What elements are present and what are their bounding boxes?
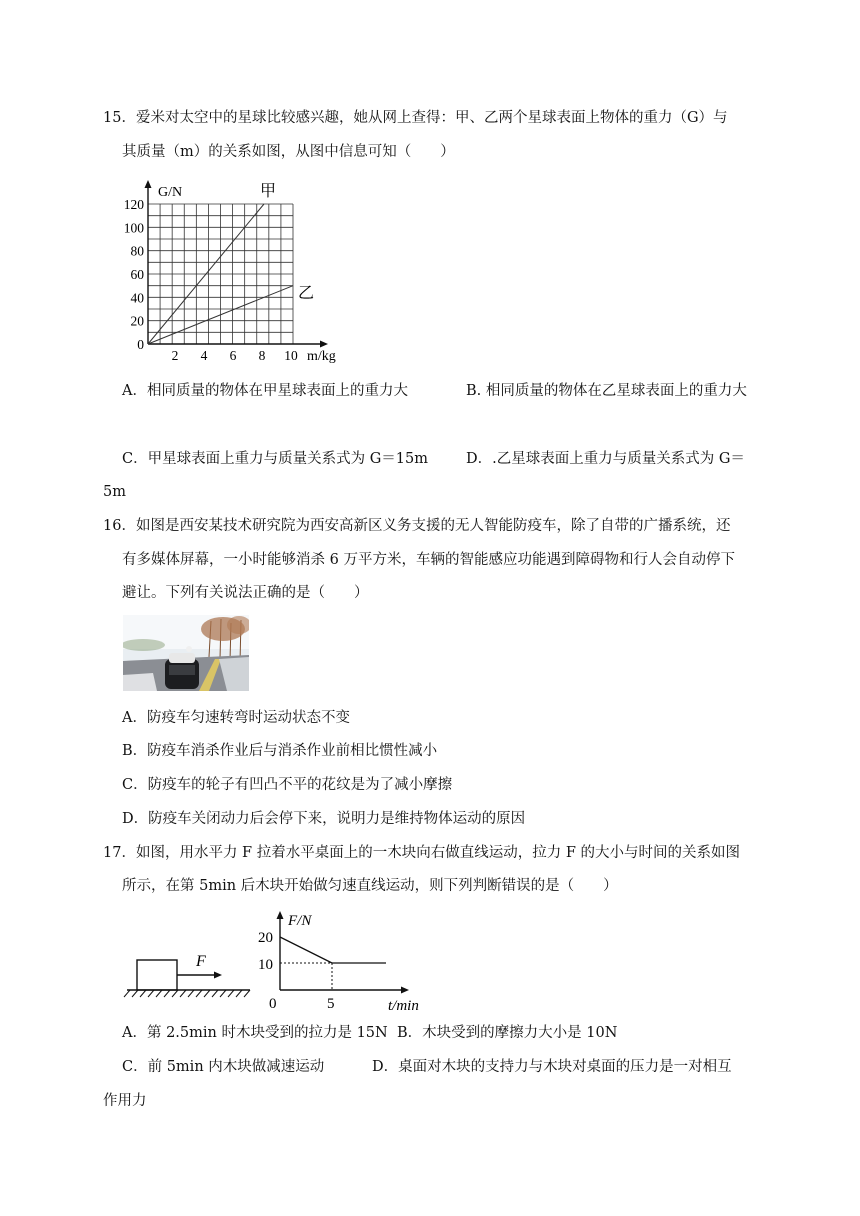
q15-label-yi: 乙 (298, 285, 315, 302)
table-hatch (196, 990, 202, 997)
q15-xlabel: m/kg (307, 349, 336, 364)
q17-x5: 5 (327, 996, 335, 1012)
table-hatch (220, 990, 226, 997)
q16-stem-line1: 16．如图是西安某技术研究院为西安高新区义务支援的无人智能防疫车，除了自带的广播系统，还 (103, 518, 731, 534)
q15-ytick: 60 (130, 267, 144, 282)
q16-photo-epidemic-vehicle (123, 615, 249, 691)
q15-xtick: 8 (258, 348, 266, 363)
force-arrow-head (214, 972, 222, 979)
q15-option-c[interactable]: C．甲星球表面上重力与质量关系式为 G＝15m (122, 451, 428, 467)
q15-option-d[interactable]: D．.乙星球表面上重力与质量关系式为 G＝ (466, 451, 745, 467)
q17-decreasing-segment (280, 937, 332, 963)
q15-option-a[interactable]: A．相同质量的物体在甲星球表面上的重力大 (122, 383, 408, 399)
q17-ft-graph (258, 911, 419, 1014)
table-hatch (140, 990, 146, 997)
q16-stem-line3: 避让。下列有关说法正确的是（ ） (122, 585, 369, 601)
q17-option-c[interactable]: C．前 5min 内木块做减速运动 (122, 1059, 325, 1075)
q15-option-b[interactable]: B. 相同质量的物体在乙星球表面上的重力大 (466, 383, 747, 399)
q17-force-label: F (196, 953, 206, 970)
table-hatch (228, 990, 234, 997)
q15-xtick: 2 (171, 348, 179, 363)
q17-ylabel: F/N (288, 913, 312, 929)
table-hatch (236, 990, 242, 997)
q15-option-d-cont: 5m (103, 484, 126, 500)
q17-option-b[interactable]: B．木块受到的摩擦力大小是 10N (397, 1025, 618, 1041)
q15-label-jia: 甲 (260, 183, 277, 200)
q15-stem-line2: 其质量（m）的关系如图，从图中信息可知（ ） (122, 144, 455, 160)
q15-xtick: 10 (284, 348, 298, 363)
table-hatch (188, 990, 194, 997)
q16-option-b[interactable]: B．防疫车消杀作业后与消杀作业前相比惯性减小 (122, 743, 438, 759)
q17-y20: 20 (258, 930, 273, 946)
q15-ytick: 0 (137, 337, 144, 352)
q17-option-a[interactable]: A．第 2.5min 时木块受到的拉力是 15N (122, 1025, 388, 1041)
table-hatch (164, 990, 170, 997)
table-hatch (156, 990, 162, 997)
q15-y-arrow (145, 180, 152, 188)
q17-y10: 10 (258, 957, 273, 973)
q17-xlabel: t/min (388, 998, 419, 1014)
q15-ytick: 120 (123, 197, 144, 212)
table-hatch (172, 990, 178, 997)
wooden-block (137, 960, 177, 990)
q16-option-c[interactable]: C．防疫车的轮子有凹凸不平的花纹是为了减小摩擦 (122, 777, 453, 793)
q17-stem-line1: 17．如图，用水平力 F 拉着水平桌面上的一木块向右做直线运动，拉力 F 的大小与时间的关系如图 (103, 845, 741, 861)
q16-stem-line2: 有多媒体屏幕，一小时能够消杀 6 万平方米，车辆的智能感应功能遇到障碍物和行人会自动停下 (122, 552, 735, 568)
table-hatch (124, 990, 130, 997)
table-hatch (204, 990, 210, 997)
q15-ytick: 40 (130, 290, 144, 306)
q17-option-d[interactable]: D．桌面对木块的支持力与木块对桌面的压力是一对相互 (372, 1059, 732, 1075)
q15-xtick: 4 (200, 348, 208, 363)
q15-ytick: 80 (130, 243, 144, 259)
table-hatch (180, 990, 186, 997)
q16-option-d[interactable]: D．防疫车关闭动力后会停下来，说明力是维持物体运动的原因 (122, 811, 526, 827)
q15-chart (110, 176, 360, 366)
q15-xtick: 6 (229, 348, 237, 363)
q15-ytick: 100 (123, 220, 144, 236)
q17-option-d-cont: 作用力 (103, 1093, 147, 1109)
table-hatch (148, 990, 154, 997)
q17-x0: 0 (269, 996, 277, 1012)
q15-grid (148, 204, 293, 344)
table-hatch (244, 990, 250, 997)
q17-stem-line2: 所示，在第 5min 后木块开始做匀速直线运动，则下列判断错误的是（ ） (122, 878, 618, 894)
table-hatch (132, 990, 138, 997)
q15-x-arrow (320, 341, 328, 348)
q17-figure (122, 906, 432, 1014)
q15-ylabel: G/N (158, 185, 183, 200)
q17-block-diagram (124, 953, 250, 997)
q15-ytick: 20 (130, 313, 144, 329)
q16-option-a[interactable]: A．防疫车匀速转弯时运动状态不变 (122, 710, 350, 726)
q15-stem-line1: 15．爱米对太空中的星球比较感兴趣，她从网上查得：甲、乙两个星球表面上物体的重力（G）与 (103, 110, 728, 126)
table-hatch (212, 990, 218, 997)
